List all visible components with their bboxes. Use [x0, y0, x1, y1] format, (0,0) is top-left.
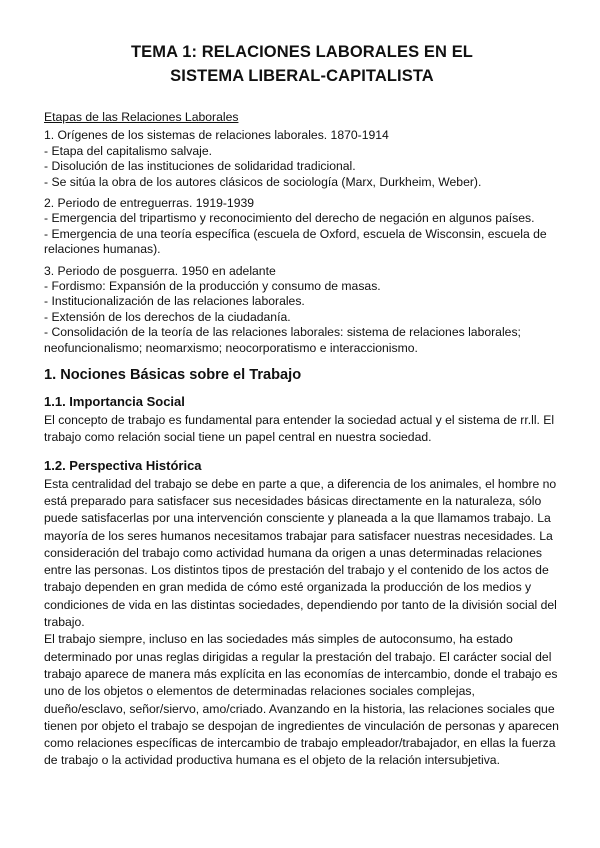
subsection-importancia — [44, 393, 560, 447]
stage3-item: - Extensión de los derechos de la ciudadanía. — [44, 309, 291, 324]
importancia-paragraph: El concepto de trabajo es fundamental para entender la sociedad actual y el sistema de rr.ll. El trabajo como relación social tiene un papel central en nuestra sociedad. — [44, 413, 555, 445]
etapas-section — [44, 110, 560, 356]
subsection-importancia-heading: 1.1. Importancia Social — [44, 394, 185, 410]
stage1-item: - Disolución de las instituciones de solidaridad tradicional. — [44, 159, 356, 174]
stage1-heading: 1. Orígenes de los sistemas de relaciones laborales. 1870-1914 — [44, 128, 389, 143]
stage2-heading: 2. Periodo de entreguerras. 1919-1939 — [44, 196, 255, 211]
title-line-1: TEMA 1: RELACIONES LABORALES EN EL — [131, 43, 473, 61]
stage2-item: - Emergencia de una teoría específica (escuela de Oxford, escuela de Wisconsin, escuela de relaciones humanas). — [44, 226, 547, 257]
document-page — [44, 40, 560, 770]
section1-heading: 1. Nociones Básicas sobre el Trabajo — [44, 367, 302, 384]
stage1-item: - Se sitúa la obra de los autores clásicos de sociología (Marx, Durkheim, Weber). — [44, 174, 482, 189]
title-line-2: SISTEMA LIBERAL-CAPITALISTA — [170, 67, 434, 85]
etapas-heading: Etapas de las Relaciones Laborales — [44, 110, 239, 124]
perspectiva-paragraph-1: Esta centralidad del trabajo se debe en parte a que, a diferencia de los animales, el hombre no está preparado para satisfacer sus necesidades básicas directamente en la naturaleza, sólo puede satisfacerlas por una intervención consciente y planeada a la que llamamos trabajo. La mayoría de los seres humanos necesitamos trabajar para satisfacer nuestras necesidades. La consideración del trabajo como actividad humana da origen a unas determinadas relaciones entre las personas. Los distintos tipos de prestación del trabajo y el contenido de los actos de trabajo dependen en gran medida de cómo esté organizada la producción de los medios y condiciones de vida en las distintas sociedades, dependiendo por tanto de la división social del trabajo. — [44, 476, 557, 630]
stage3-item: - Fordismo: Expansión de la producción y consumo de masas. — [44, 279, 381, 294]
stage3-item: - Consolidación de la teoría de las relaciones laborales: sistema de relaciones laborales; neofuncionalismo; neomarxismo; neocorporatismo e interaccionismo. — [44, 325, 521, 355]
subsection-perspectiva — [44, 457, 560, 770]
stage3-item: - Institucionalización de las relaciones laborales. — [44, 294, 305, 309]
stage1-item: - Etapa del capitalismo salvaje. — [44, 143, 213, 158]
stage3-heading: 3. Periodo de posguerra. 1950 en adelante — [44, 263, 276, 278]
subsection-perspectiva-heading: 1.2. Perspectiva Histórica — [44, 457, 202, 473]
page-title — [44, 40, 560, 88]
perspectiva-paragraph-2: El trabajo siempre, incluso en las sociedades más simples de autoconsumo, ha estado determinado por unas reglas dirigidas a regular la prestación del trabajo. El carácter social del trabajo aparece de manera más explícita en las economías de intercambio, donde el trabajo es uno de los objetos o elementos de determinadas relaciones sociales complejas, dueño/esclavo, señor/siervo, amo/criado. Avanzando en la historia, las relaciones sociales que tienen por objeto el trabajo se despojan de ingredientes de vinculación de personas y aparecen como relaciones específicas de intercambio de trabajo empleador/trabajador, en ellas la fuerza de trabajo o la actividad productiva humana es el objeto de la relación intersubjetiva. — [44, 632, 559, 768]
stage2-item: - Emergencia del tripartismo y reconocimiento del derecho de negación en algunos países. — [44, 211, 535, 226]
